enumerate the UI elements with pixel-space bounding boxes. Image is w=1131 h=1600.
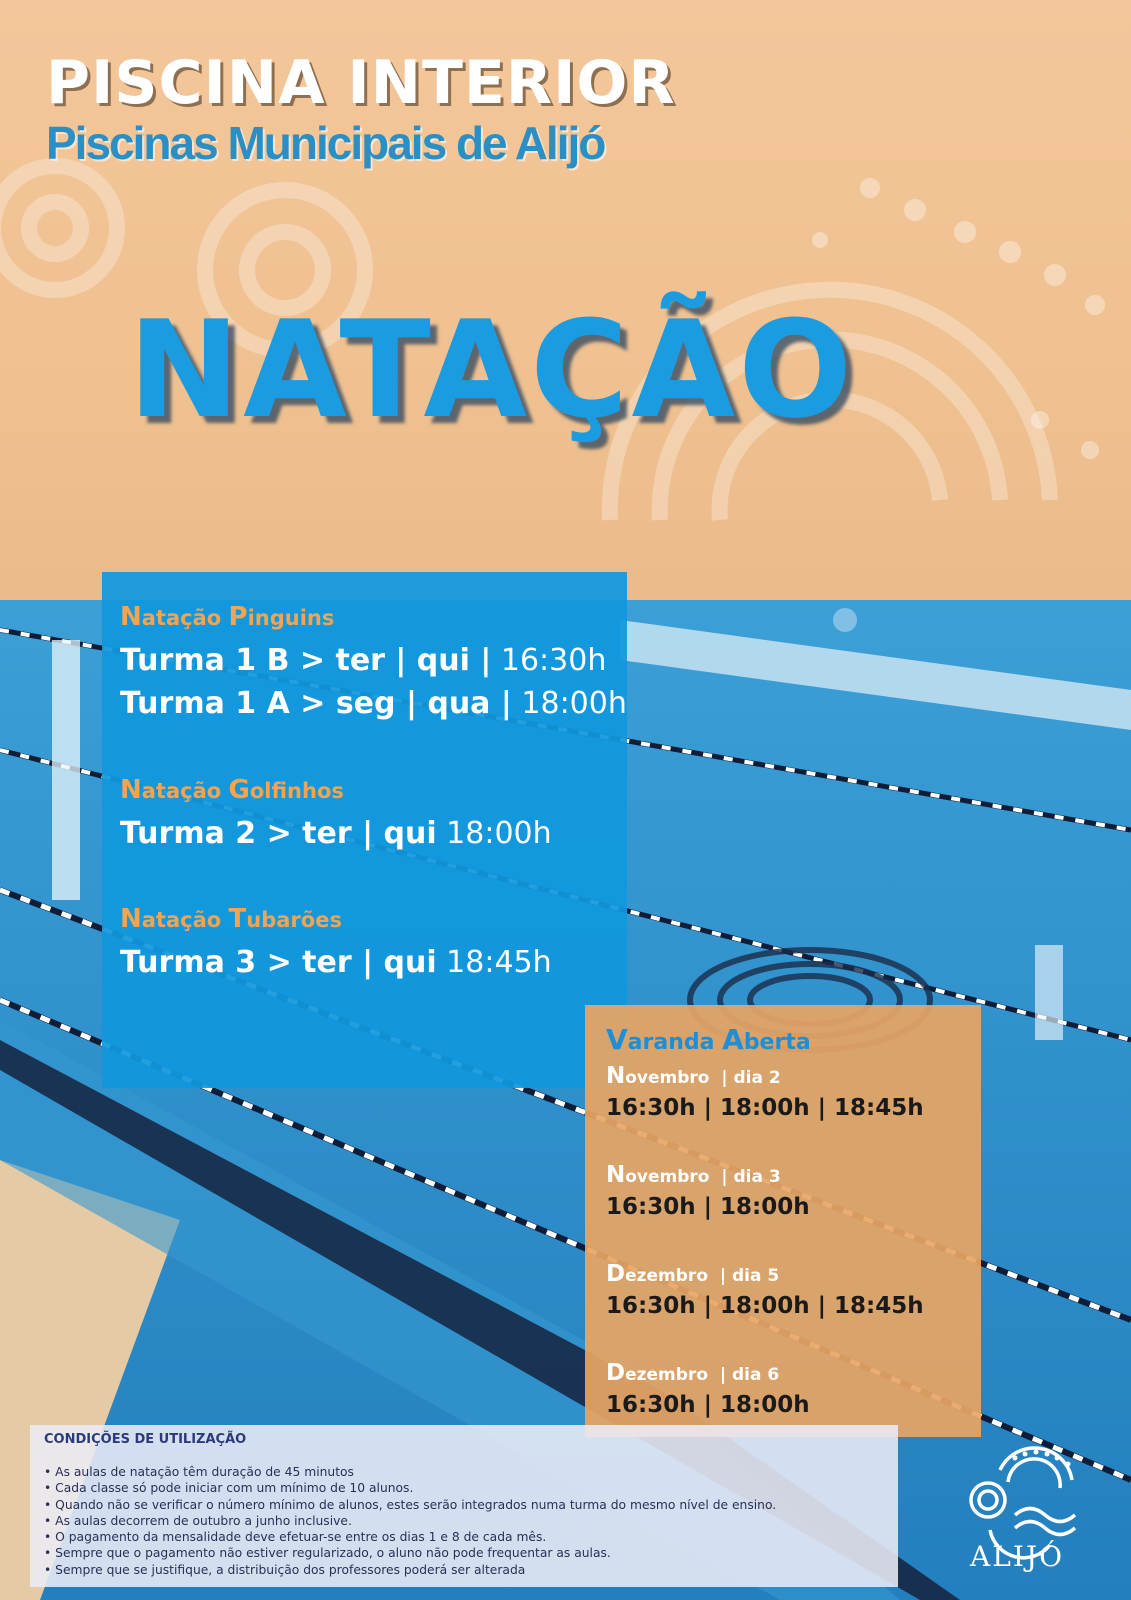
page-subtitle: Piscinas Municipais de Alijó xyxy=(46,117,605,169)
open-veranda-title: Varanda Aberta xyxy=(606,1023,811,1056)
list-item: • O pagamento da mensalidade deve efetuar-se entre os dias 1 e 8 de cada mês. xyxy=(44,1530,547,1545)
headline: NATAÇÃO xyxy=(128,292,856,448)
open-date: Dezembro | dia 5 xyxy=(606,1261,780,1287)
page-title: PISCINA INTERIOR xyxy=(46,48,676,118)
open-times: 16:30h | 18:00h xyxy=(606,1194,810,1220)
list-item: • Quando não se verificar o número mínimo de alunos, estes serão integrados numa turma do mesmo nível de ensino. xyxy=(44,1497,777,1512)
open-times: 16:30h | 18:00h | 18:45h xyxy=(606,1095,924,1121)
open-date: Dezembro | dia 6 xyxy=(606,1360,780,1386)
schedule-row: Turma 2 > ter | qui 18:00h xyxy=(120,816,552,851)
list-item: • As aulas decorrem de outubro a junho inclusive. xyxy=(44,1513,352,1528)
group-title-golfinhos: Natação Golfinhos xyxy=(120,775,344,805)
group-title-pinguins: Natação Pinguins xyxy=(120,602,335,632)
open-date: Novembro | dia 3 xyxy=(606,1162,781,1188)
open-date: Novembro | dia 2 xyxy=(606,1063,781,1089)
list-item: • Cada classe só pode iniciar com um mínimo de 10 alunos. xyxy=(44,1481,414,1496)
open-times: 16:30h | 18:00h xyxy=(606,1392,810,1418)
schedule-row: Turma 3 > ter | qui 18:45h xyxy=(120,945,552,980)
logo-text: ALIJÓ xyxy=(970,1540,1065,1573)
list-item: • Sempre que o pagamento não estiver regularizado, o aluno não pode frequentar as aulas. xyxy=(44,1546,611,1561)
list-item: • As aulas de natação têm duração de 45 minutos xyxy=(44,1465,354,1479)
schedule-row: Turma 1 B > ter | qui | 16:30h xyxy=(120,643,607,678)
group-title-tubaroes: Natação Tubarões xyxy=(120,904,342,934)
conditions-list xyxy=(44,1464,894,1578)
open-times: 16:30h | 18:00h | 18:45h xyxy=(606,1293,924,1319)
conditions-title: CONDIÇÕES DE UTILIZAÇÃO xyxy=(44,1432,247,1447)
list-item: • Sempre que se justifique, a distribuição dos professores poderá ser alterada xyxy=(44,1562,526,1577)
schedule-row: Turma 1 A > seg | qua | 18:00h xyxy=(120,686,627,721)
